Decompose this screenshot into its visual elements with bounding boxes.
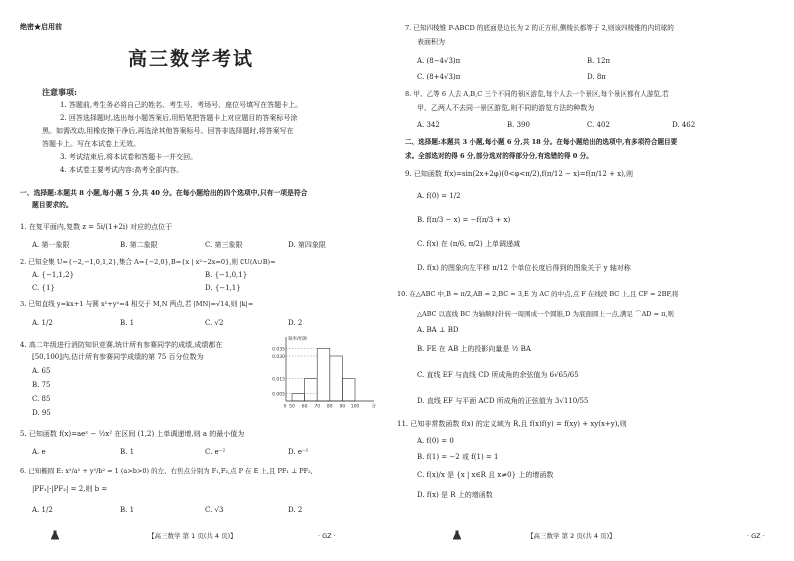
page-2-footer: 【高三数学 第 2 页(共 4 页)】 [527,532,616,540]
q3-option-b: B. 1 [120,319,135,327]
x-tick-label: 0 [283,404,287,410]
histogram-bar [292,394,305,402]
q3-option-a: A. 1/2 [32,319,53,327]
question-4-stem-cont: [50,100]内,估计所有参赛同学成绩的第 75 百分位数为 [32,353,204,361]
x-tick-label: 80 [326,404,333,410]
section-2-heading-cont: 求。全部选对的得 6 分,部分选对的得部分分,有选错的得 0 分。 [405,152,593,160]
notice-line: 1. 答题前,考生务必将自己的姓名、考生号、考场号、座位号填写在答题卡上。 [60,101,303,109]
histogram-bar [305,379,318,402]
question-6-stem: 6. 已知椭圆 E: x²/a² + y²/b² = 1 (a>b>0) 的左、右焦点分别为 F₁,F₂,点 P 在 E 上,且 PF₁ ⊥ PF₂, [20,467,313,475]
q10-option-b: B. FE 在 AB 上的投影向量是 ½ BA [417,345,531,353]
q8-option-c: C. 402 [587,121,610,129]
q9-option-d: D. f(x) 的图象向左平移 π/12 个单位长度后得到的图象关于 y 轴对称 [417,264,631,272]
q10-option-a: A. BA ⊥ BD [417,326,459,334]
question-11-stem: 11. 已知非常数函数 f(x) 的定义域为 R,且 f(x)f(y) = f(xy) + xy(x+y),则 [397,420,627,428]
question-6-stem-cont: |PF₁|·|PF₂| = 2,则 b = [32,485,108,493]
page-title: 高三数学考试 [128,48,255,70]
question-7-stem: 7. 已知四棱锥 P-ABCD 的底面是边长为 2 的正方形,侧棱长都等于 2,则该四棱锥的内切球的 [405,24,674,32]
q9-option-a: A. f(0) = 1/2 [417,192,461,200]
q1-option-d: D. 第四象限 [288,241,326,249]
y-tick-label: 0.030 [272,354,285,360]
frequency-histogram [262,335,380,413]
q3-option-c: C. √2 [205,319,224,327]
q1-option-a: A. 第一象限 [32,241,70,249]
q9-option-b: B. f(π/3 − x) = −f(π/3 + x) [417,216,511,224]
histogram-bar [342,379,355,402]
y-axis-label: 频率/组距 [288,337,308,342]
q5-option-c: C. e⁻² [205,448,226,456]
q6-option-a: A. 1/2 [32,506,53,514]
q1-option-c: C. 第三象限 [205,241,243,249]
question-8-stem-cont: 甲、乙两人不去同一景区游览,则不同的游览方法的种数为 [417,104,595,112]
question-7-stem-cont: 表面积为 [417,38,445,46]
q11-option-d: D. f(x) 是 R 上的增函数 [417,491,493,499]
q5-option-d: D. e⁻¹ [288,448,309,456]
q6-option-d: D. 2 [288,506,303,514]
q2-option-a: A. {−1,1,2} [32,271,75,279]
x-tick-label: 50 [289,404,295,410]
q2-option-d: D. {−1,1} [205,284,241,292]
notice-line: 3. 考试结束后,将本试卷和答题卡一并交回。 [60,153,198,161]
q11-option-a: A. f(0) = 0 [417,437,454,445]
question-1-stem: 1. 在复平面内,复数 z = 5i/(1+2i) 对应的点位于 [20,223,173,231]
q10-option-c: C. 直线 EF 与直线 CD 所成角的余弦值为 6√65/65 [417,371,579,379]
section-2-heading: 二、选择题:本题共 3 小题,每小题 6 分,共 18 分。在每小题给出的选项中,有多项符合题目要 [405,138,678,146]
histogram-bar [317,349,330,402]
y-tick-label: 0.015 [272,377,285,383]
q5-option-a: A. e [32,448,46,456]
q4-option-a: A. 65 [32,367,51,375]
x-axis-label: 分 [371,404,376,410]
page-1-footer: 【高三数学 第 1 页(共 4 页)】 [148,532,237,540]
question-2-stem: 2. 已知全集 U={−2,−1,0,1,2},集合 A={−2,0},B={x | x²−2x=0},则 ∁U(A∪B)= [20,258,276,266]
q7-option-c: C. (8+4√3)π [417,73,461,81]
question-8-stem: 8. 甲、乙等 6 人去 A,B,C 三个不同的景区游览,每个人去一个景区,每个景区都有人游览,若 [405,90,669,98]
question-9-stem: 9. 已知函数 f(x)=sin(2x+2φ)(0<φ<π/2),f(π/12 − x)=f(π/12 + x),则 [405,170,634,178]
q5-option-b: B. 1 [120,448,135,456]
histogram-bar [330,356,343,401]
page-2 [397,0,794,561]
q2-option-c: C. {1} [32,284,55,292]
secret-mark: 绝密★启用前 [20,22,62,31]
x-tick-label: 90 [339,404,346,410]
q6-option-b: B. 1 [120,506,135,514]
q1-option-b: B. 第二象限 [120,241,158,249]
y-tick-label: 0.035 [272,347,285,353]
question-10-stem-cont: △ABC 以直线 BC 为轴顺时针转一周围成一个圆锥,D 为底面圆上一点,满足 ⌒AD = π,则 [417,310,674,318]
q8-option-d: D. 462 [672,121,696,129]
page-2-footer-code: · GZ · [747,532,765,540]
q6-option-c: C. √3 [205,506,224,514]
page-1-footer-code: · GZ · [318,532,336,540]
question-5-stem: 5. 已知函数 f(x)=aeˣ − ½x² 在区间 (1,2) 上单调递增,则 a 的最小值为 [20,430,245,438]
q4-option-b: B. 75 [32,381,51,389]
q8-option-b: B. 390 [507,121,530,129]
flask-icon [50,530,60,540]
q11-option-c: C. f(x)/x 是 {x | x∈R 且 x≠0} 上的增函数 [417,471,554,479]
question-3-stem: 3. 已知直线 y=kx+1 与圆 x²+y²=4 相交于 M,N 两点,若 |MN|=√14,则 |k|= [20,300,254,308]
question-10-stem: 10. 在△ABC 中,B = π/2,AB = 2,BC = 3,E 为 AC 的中点,点 F 在线段 BC 上,且 CF = 2BF,将 [397,290,679,298]
q4-option-c: C. 85 [32,395,51,403]
notice-line: 黑。如需改动,用橡皮擦干净后,再选涂其他答案标号。回答非选择题时,将答案写在 [42,127,294,135]
notice-line: 4. 本试卷主要考试内容:高考全部内容。 [60,166,184,174]
y-tick-label: 0.005 [272,392,285,398]
notice-line: 2. 回答选择题时,选出每小题答案后,用铅笔把答题卡上对应题目的答案标号涂 [60,114,298,122]
q8-option-a: A. 342 [417,121,440,129]
x-tick-label: 60 [301,404,308,410]
q4-option-d: D. 95 [32,409,51,417]
q3-option-d: D. 2 [288,319,303,327]
section-1-heading-cont: 题目要求的。 [32,201,73,209]
section-1-heading: 一、选择题:本题共 8 小题,每小题 5 分,共 40 分。在每小题给出的四个选项中,只有一项是符合 [20,189,308,197]
q9-option-c: C. f(x) 在 (π/6, π/2) 上单调递减 [417,240,520,248]
flask-icon [452,530,462,540]
notice-line: 答题卡上。写在本试卷上无效。 [42,140,140,148]
q10-option-d: D. 直线 EF 与平面 ACD 所成角的正弦值为 3√110/55 [417,397,589,405]
q7-option-b: B. 12π [587,57,611,65]
q7-option-d: D. 8π [587,73,606,81]
x-tick-label: 100 [350,404,360,410]
q7-option-a: A. (8−4√3)π [417,57,461,65]
q2-option-b: B. {−1,0,1} [205,271,248,279]
x-tick-label: 70 [314,404,321,410]
notice-heading: 注意事项: [42,87,77,97]
q11-option-b: B. f(1) = −2 或 f(1) = 1 [417,453,499,461]
question-4-stem: 4. 高二年级进行消防知识竞赛,统计所有参赛同学的成绩,成绩都在 [20,341,223,349]
